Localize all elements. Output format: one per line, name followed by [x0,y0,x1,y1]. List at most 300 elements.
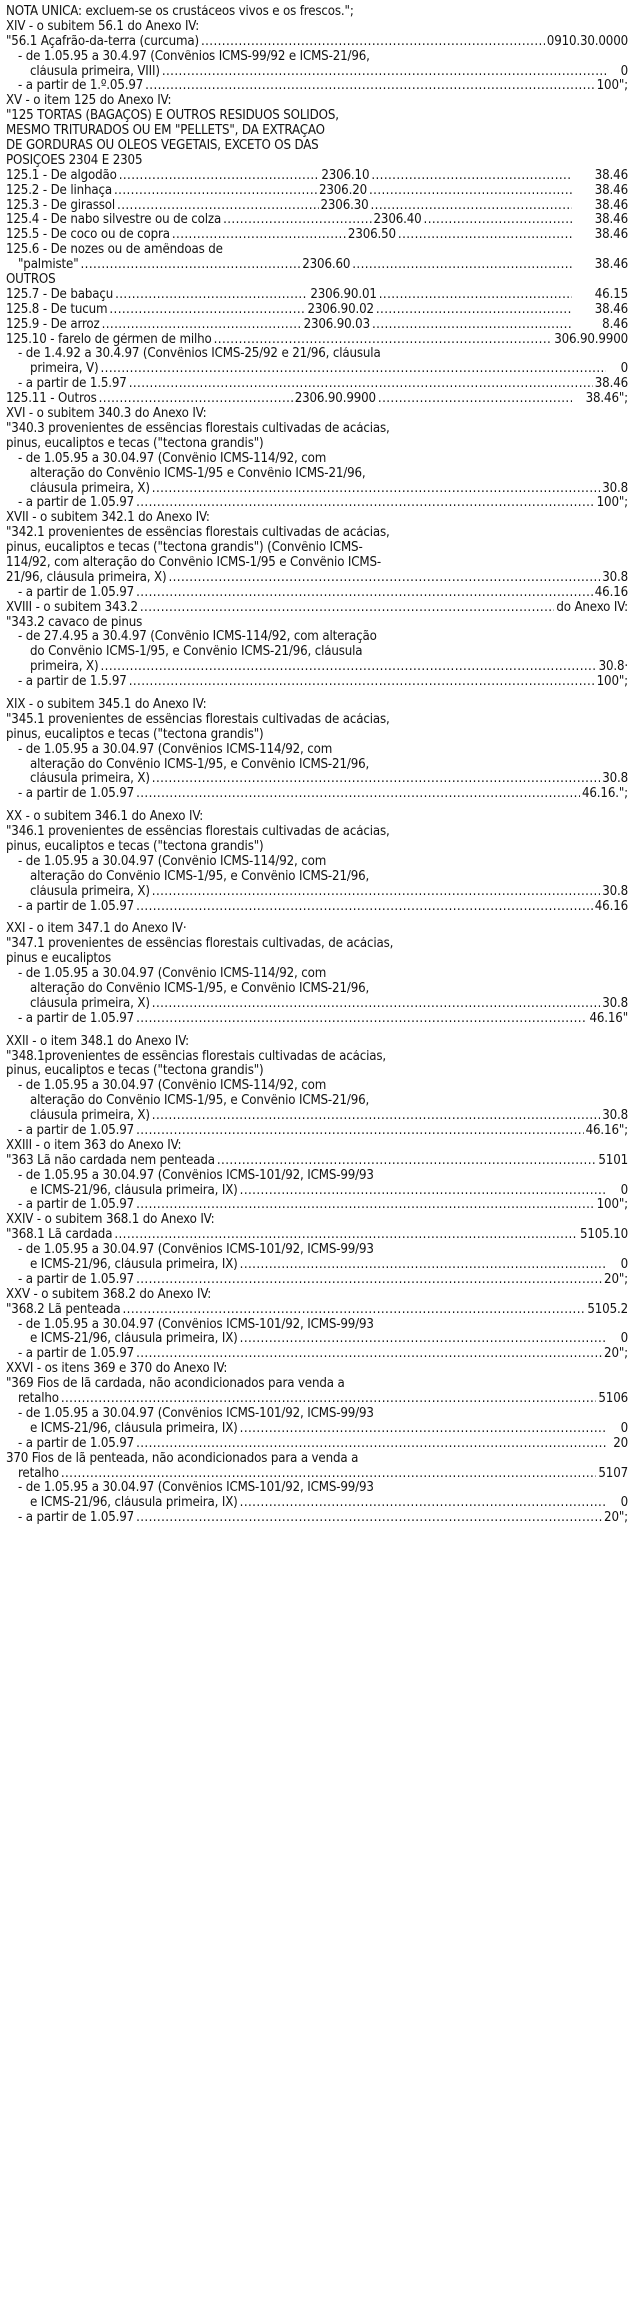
spacer [6,914,628,922]
dot-leader [240,1332,606,1347]
line-text: XXI - o item 347.1 do Anexo IV· [6,922,187,937]
line-text: 125.1 - De algodão [6,168,117,183]
text-line [6,199,628,214]
line-text: - a partir de 1.05.97 [18,1511,135,1526]
text-line [6,437,628,452]
rate-value: 30.8 [602,1109,628,1124]
line-text: 125.3 - De girassol [6,198,116,213]
text-line [6,1050,628,1065]
line-text: "125 TORTAS (BAGAÇOS) E OUTROS RESÍDUOS SÓLIDOS, [6,109,339,124]
text-line [6,467,628,482]
line-text: 370 Fios de lã penteada, não acondicionados para a venda a [6,1451,359,1466]
line-text: "363 Lã não cardada nem penteada [6,1153,215,1168]
line-text: XVI - o subitem 340.3 do Anexo IV: [6,407,207,422]
text-line [6,154,628,169]
text-line [6,303,628,318]
line-text: pinus e eucaliptos [6,952,112,967]
dot-leader [99,392,293,407]
text-line [6,347,628,362]
line-text: OUTROS [6,273,56,288]
line-text: e ICMS-21/96, cláusula primeira, IX) [30,1183,238,1198]
line-text: - de 1.05.95 a 30.04.97 (Convênios ICMS-101/92, ICMS-99/93 [18,1168,374,1183]
rate-value: do Anexo IV: [556,600,628,615]
text-line [6,50,628,65]
rate-value: 100"; [596,675,628,690]
line-text: 125.5 - De coco ou de copra [6,228,170,243]
text-line [6,318,628,333]
line-text: - de 1.05.95 a 30.04.97 (Convênios ICMS-101/92, ICMS-99/93 [18,1317,374,1332]
dot-leader [372,318,572,333]
dot-leader [369,184,572,199]
text-line [6,922,628,937]
text-line [6,526,628,541]
ncm-code: 2306.90.01 [310,287,377,302]
text-line [6,855,628,870]
line-text: - a partir de 1.5.97 [18,675,127,690]
line-text: pinus, eucaliptos e tecas ("tectona grandis") [6,727,264,742]
ncm-code: 0910.30.0000 [546,34,628,49]
rate-value: 38.46 [594,183,628,198]
line-text: - de 1.05.95 a 30.04.97 (Convênio ICMS-114/92, com [18,451,327,466]
text-line [6,1213,628,1228]
dot-leader [136,1198,595,1213]
text-line [6,377,628,392]
line-text: cláusula primeira, X) [30,481,150,496]
dot-leader [152,885,600,900]
line-text: 21/96, cláusula primeira, X) [6,570,167,585]
dot-leader [152,772,600,787]
text-line [6,1079,628,1094]
line-text: pinus, eucaliptos e tecas ("tectona grandis") (Convênio ICMS- [6,541,363,556]
line-text: "56.1 Açafrão-da-terra (curcuma) [6,34,199,49]
line-text: XXIII - o item 363 do Anexo IV: [6,1138,182,1153]
rate-value: 0 [620,1332,628,1347]
text-line [6,1496,628,1511]
ncm-code: 5101 [598,1153,628,1168]
text-line [6,1511,628,1526]
text-line [6,952,628,967]
rate-value: 30.8 [602,481,628,496]
dot-leader [145,79,595,94]
rate-value: 46.16" [589,1011,628,1026]
rate-value: 38.46 [594,213,628,228]
text-line [6,556,628,571]
ncm-code: 2306.40 [373,213,422,228]
ncm-code: 5105.2 [587,1302,628,1317]
rate-value: 30.8 [602,772,628,787]
line-text: - a partir de 1.05.97 [18,1272,135,1287]
line-text: 125.7 - De babaçu [6,287,114,302]
ncm-code: 2306.90.9900 [294,392,376,407]
text-line [6,169,628,184]
line-text: XXVI - os itens 369 e 370 do Anexo IV: [6,1362,228,1377]
dot-leader [109,303,305,318]
line-text: "345.1 provenientes de essências florestais cultivadas de acácias, [6,712,390,727]
rate-value: 38.46 [594,377,628,392]
line-text: primeira, X) [30,660,99,675]
line-text: - de 1.05.95 a 30.04.97 (Convênio ICMS-114/92, com [18,1079,327,1094]
line-text: - a partir de 1.05.97 [18,899,135,914]
dot-leader [136,1437,606,1452]
line-text: pinus, eucaliptos e tecas ("tectona grandis") [6,1064,264,1079]
line-text: 125.6 - De nozes ou de amêndoas de [6,243,223,258]
text-line [6,997,628,1012]
line-text: 125.9 - De arroz [6,317,100,332]
dot-leader [136,1347,602,1362]
text-line [6,660,628,675]
text-line [6,258,628,273]
line-text: "343.2 cavaco de pinus [6,615,143,630]
text-line [6,482,628,497]
text-line [6,1452,628,1467]
text-line [6,728,628,743]
text-line [6,713,628,728]
line-text: "palmiste" [18,258,79,273]
rate-value: 0 [620,64,628,79]
rate-value: 46.16"; [585,1124,628,1139]
dot-leader [424,213,572,228]
rate-value: 0 [620,1258,628,1273]
dot-leader [140,601,554,616]
line-text: - de 1.05.95 a 30.04.97 (Convênio ICMS-114/92, com [18,967,327,982]
rate-value: 0 [620,1421,628,1436]
dot-leader [61,1467,597,1482]
text-line [6,982,628,997]
text-line [6,772,628,787]
rate-value: 38.46"; [585,392,628,407]
text-line [6,1184,628,1199]
line-text: e ICMS-21/96, cláusula primeira, IX) [30,1421,238,1436]
rate-value: 20"; [604,1347,628,1362]
ncm-code: 5107 [598,1466,628,1481]
rate-value: 46.16 [594,585,628,600]
dot-leader [119,169,320,184]
line-text: XIX - o subitem 345.1 do Anexo IV: [6,697,207,712]
text-line [6,840,628,855]
dot-leader [136,1273,602,1288]
line-text: "347.1 provenientes de essências florestais cultivadas, de acácias, [6,937,394,952]
ncm-code: 2306.10 [321,168,370,183]
rate-value: 38.46 [594,302,628,317]
line-text: POSIÇÕES 2304 E 2305 [6,153,143,168]
line-text: "340.3 provenientes de essências florestais cultivadas de acácias, [6,421,390,436]
text-line [6,1198,628,1213]
line-text: MESMO TRITURADOS OU EM "PELLETS", DA EXTRAÇÃO [6,124,325,139]
line-text: e ICMS-21/96, cláusula primeira, IX) [30,1258,238,1273]
text-line [6,571,628,586]
rate-value: 38.46 [594,168,628,183]
line-text: "369 Fios de lã cardada, não acondicionados para venda a [6,1377,345,1392]
line-text: pinus, eucaliptos e tecas ("tectona grandis") [6,436,264,451]
text-line [6,630,628,645]
text-line [6,541,628,556]
text-line [6,65,628,80]
text-line [6,1273,628,1288]
text-line [6,1318,628,1333]
line-text: alteração do Convênio ICMS-1/95 e Convênio ICMS-21/96, [30,466,366,481]
line-text: - a partir de 1.05.97 [18,585,135,600]
line-text: XVIII - o subitem 343.2 [6,600,138,615]
line-text: 125.10 - farelo de gérmen de milho [6,332,212,347]
text-line [6,1094,628,1109]
dot-leader [379,288,572,303]
line-text: XIV - o subitem 56.1 do Anexo IV: [6,19,200,34]
line-text: e ICMS-21/96, cláusula primeira, IX) [30,1332,238,1347]
dot-leader [240,1422,606,1437]
line-text: XV - o item 125 do Anexo IV: [6,94,172,109]
dot-leader [352,258,572,273]
dot-leader [152,1109,600,1124]
line-text: - de 1.05.95 a 30.04.97 (Convênios ICMS-114/92, com [18,742,333,757]
text-line [6,1407,628,1422]
text-line [6,1154,628,1169]
dot-leader [115,288,308,303]
text-line [6,787,628,802]
text-line [6,645,628,660]
line-text: - a partir de 1.05.97 [18,1347,135,1362]
line-text: "368.1 Lã cardada [6,1228,113,1243]
text-line [6,758,628,773]
dot-leader [123,1303,586,1318]
rate-value: 38.46 [594,228,628,243]
dot-leader [102,318,302,333]
text-line [6,20,628,35]
rate-value: 30.8 [602,884,628,899]
text-line [6,452,628,467]
line-text: alteração do Convênio ICMS-1/95, e Convênio ICMS-21/96, [30,1094,370,1109]
line-text: - a partir de 1.05.97 [18,496,135,511]
dot-leader [172,228,346,243]
line-text: NOTA ÚNICA: excluem-se os crustáceos vivos e os frescos."; [6,5,354,19]
text-line [6,1467,628,1482]
rate-value: 0 [620,362,628,377]
dot-leader [117,199,318,214]
text-line [6,109,628,124]
ncm-code: 306.90.9900 [554,332,628,347]
line-text: primeira, V) [30,362,99,377]
rate-value: 38.46 [594,258,628,273]
line-text: cláusula primeira, X) [30,884,150,899]
text-line [6,1012,628,1027]
dot-leader [376,303,572,318]
text-line [6,967,628,982]
spacer [6,802,628,810]
dot-leader [371,199,572,214]
text-line [6,1362,628,1377]
line-text: retalho [18,1392,59,1407]
text-line [6,35,628,50]
text-line [6,511,628,526]
dot-leader [162,65,606,80]
ncm-code: 5105.10 [580,1228,628,1243]
text-line [6,1228,628,1243]
line-text: - de 1.05.95 a 30.04.97 (Convênios ICMS-101/92, ICMS-99/93 [18,1243,374,1258]
line-text: pinus, eucaliptos e tecas ("tectona grandis") [6,839,264,854]
text-line [6,601,628,616]
rate-value: 30.8· [598,660,628,675]
line-text: retalho [18,1466,59,1481]
line-text: - a partir de 1.05.97 [18,787,135,802]
rate-value: 20 [613,1436,628,1451]
dot-leader [81,258,301,273]
ncm-code: 2306.90.02 [307,302,374,317]
dot-leader [129,377,593,392]
dot-leader [114,1228,578,1243]
text-line [6,1437,628,1452]
text-line [6,422,628,437]
text-line [6,243,628,258]
text-line [6,1303,628,1318]
text-line [6,1332,628,1347]
dot-leader [136,900,593,915]
line-text: - de 1.4.92 a 30.4.97 (Convênios ICMS-25/92 e 21/96, cláusula [18,347,381,362]
text-line [6,407,628,422]
rate-value: 8.46 [602,317,628,332]
dot-leader [152,482,600,497]
text-line [6,616,628,631]
text-line [6,184,628,199]
dot-leader [240,1184,606,1199]
line-text: - a partir de 1.05.97 [18,1198,135,1213]
dot-leader [114,184,317,199]
line-text: 114/92, com alteração do Convênio ICMS-1/95 e Convênio ICMS- [6,555,382,570]
text-line [6,213,628,228]
ncm-code: 2306.60 [302,258,351,273]
text-line [6,900,628,915]
rate-value: 20"; [604,1272,628,1287]
rate-value: 100"; [596,496,628,511]
text-line [6,1124,628,1139]
ncm-code: 2306.30 [320,198,369,213]
dot-leader [223,213,371,228]
dot-leader [136,1124,584,1139]
dot-leader [136,787,580,802]
text-line [6,1481,628,1496]
text-line [6,885,628,900]
text-line [6,1377,628,1392]
line-text: XXIV - o subitem 368.1 do Anexo IV: [6,1213,215,1228]
line-text: cláusula primeira, X) [30,1109,150,1124]
dot-leader [214,333,553,348]
text-line [6,228,628,243]
text-line [6,586,628,601]
line-text: cláusula primeira, X) [30,996,150,1011]
text-line [6,1035,628,1050]
dot-leader [136,586,593,601]
rate-value: 46.16 [594,899,628,914]
text-line [6,1288,628,1303]
dot-leader [378,392,572,407]
text-line [6,124,628,139]
dot-leader [101,660,597,675]
rate-value: 30.8 [602,570,628,585]
dot-leader [217,1154,597,1169]
dot-leader [240,1258,606,1273]
line-text: XVII - o subitem 342.1 do Anexo IV: [6,511,210,526]
text-line [6,333,628,348]
line-text: - a partir de 1.05.97 [18,1124,135,1139]
ncm-code: 2306.90.03 [303,317,370,332]
rate-value: 46.15 [594,287,628,302]
line-text: XXII - o item 348.1 do Anexo IV: [6,1034,190,1049]
line-text: do Convênio ICMS-1/95, e Convênio ICMS-21/96, cláusula [30,645,363,660]
line-text: "346.1 provenientes de essências florestais cultivadas de acácias, [6,825,390,840]
text-line [6,362,628,377]
text-line [6,937,628,952]
text-line [6,5,628,20]
dot-leader [201,35,545,50]
dot-leader [61,1392,597,1407]
line-text: - de 27.4.95 a 30.4.97 (Convênio ICMS-114/92, com alteração [18,630,377,645]
rate-value: 46.16."; [582,787,628,802]
ncm-code: 2306.50 [347,228,396,243]
spacer [6,1027,628,1035]
text-line [6,94,628,109]
line-text: DE GORDURAS OU ÓLEOS VEGETAIS, EXCETO OS DAS [6,139,319,154]
ncm-code: 5106 [598,1392,628,1407]
dot-leader [168,571,600,586]
dot-leader [136,1511,602,1526]
line-text: XX - o subitem 346.1 do Anexo IV: [6,810,204,825]
text-line [6,392,628,407]
rate-value: 0 [620,1183,628,1198]
rate-value: 100"; [596,1198,628,1213]
line-text: cláusula primeira, X) [30,772,150,787]
text-line [6,79,628,94]
text-line [6,1109,628,1124]
line-text: 125.4 - De nabo silvestre ou de colza [6,213,222,228]
text-line [6,675,628,690]
text-line [6,810,628,825]
line-text: 125.11 - Outros [6,392,97,407]
line-text: - a partir de 1.05.97 [18,1436,135,1451]
rate-value: 100"; [596,79,628,94]
text-line [6,1169,628,1184]
line-text: - a partir de 1.º.05.97 [18,79,144,94]
rate-value: 38.46 [594,198,628,213]
dot-leader [152,997,600,1012]
rate-value: 30.8 [602,996,628,1011]
text-line [6,1243,628,1258]
line-text: "342.1 provenientes de essências florestais cultivadas de acácias, [6,526,390,541]
dot-leader [129,675,595,690]
text-line [6,139,628,154]
line-text: - de 1.05.95 a 30.4.97 (Convênios ICMS-99/92 e ICMS-21/96, [18,49,370,64]
dot-leader [136,1012,587,1027]
text-line [6,698,628,713]
line-text: - a partir de 1.05.97 [18,1011,135,1026]
text-line [6,496,628,511]
text-line [6,1139,628,1154]
line-text: - de 1.05.95 a 30.04.97 (Convênios ICMS-101/92, ICMS-99/93 [18,1406,374,1421]
text-line [6,1064,628,1079]
line-text: "348.1provenientes de essências florestais cultivadas de acácias, [6,1049,387,1064]
text-line [6,1392,628,1407]
text-line [6,825,628,840]
line-text: e ICMS-21/96, cláusula primeira, IX) [30,1496,238,1511]
line-text: 125.2 - De linhaça [6,183,112,198]
dot-leader [100,362,606,377]
line-text: alteração do Convênio ICMS-1/95, e Convênio ICMS-21/96, [30,869,370,884]
text-line [6,1258,628,1273]
line-text: - a partir de 1.5.97 [18,377,127,392]
line-text: - de 1.05.95 a 30.04.97 (Convênios ICMS-101/92, ICMS-99/93 [18,1481,374,1496]
text-line [6,1347,628,1362]
dot-leader [240,1496,606,1511]
spacer [6,690,628,698]
text-line [6,870,628,885]
line-text: "368.2 Lã penteada [6,1302,121,1317]
